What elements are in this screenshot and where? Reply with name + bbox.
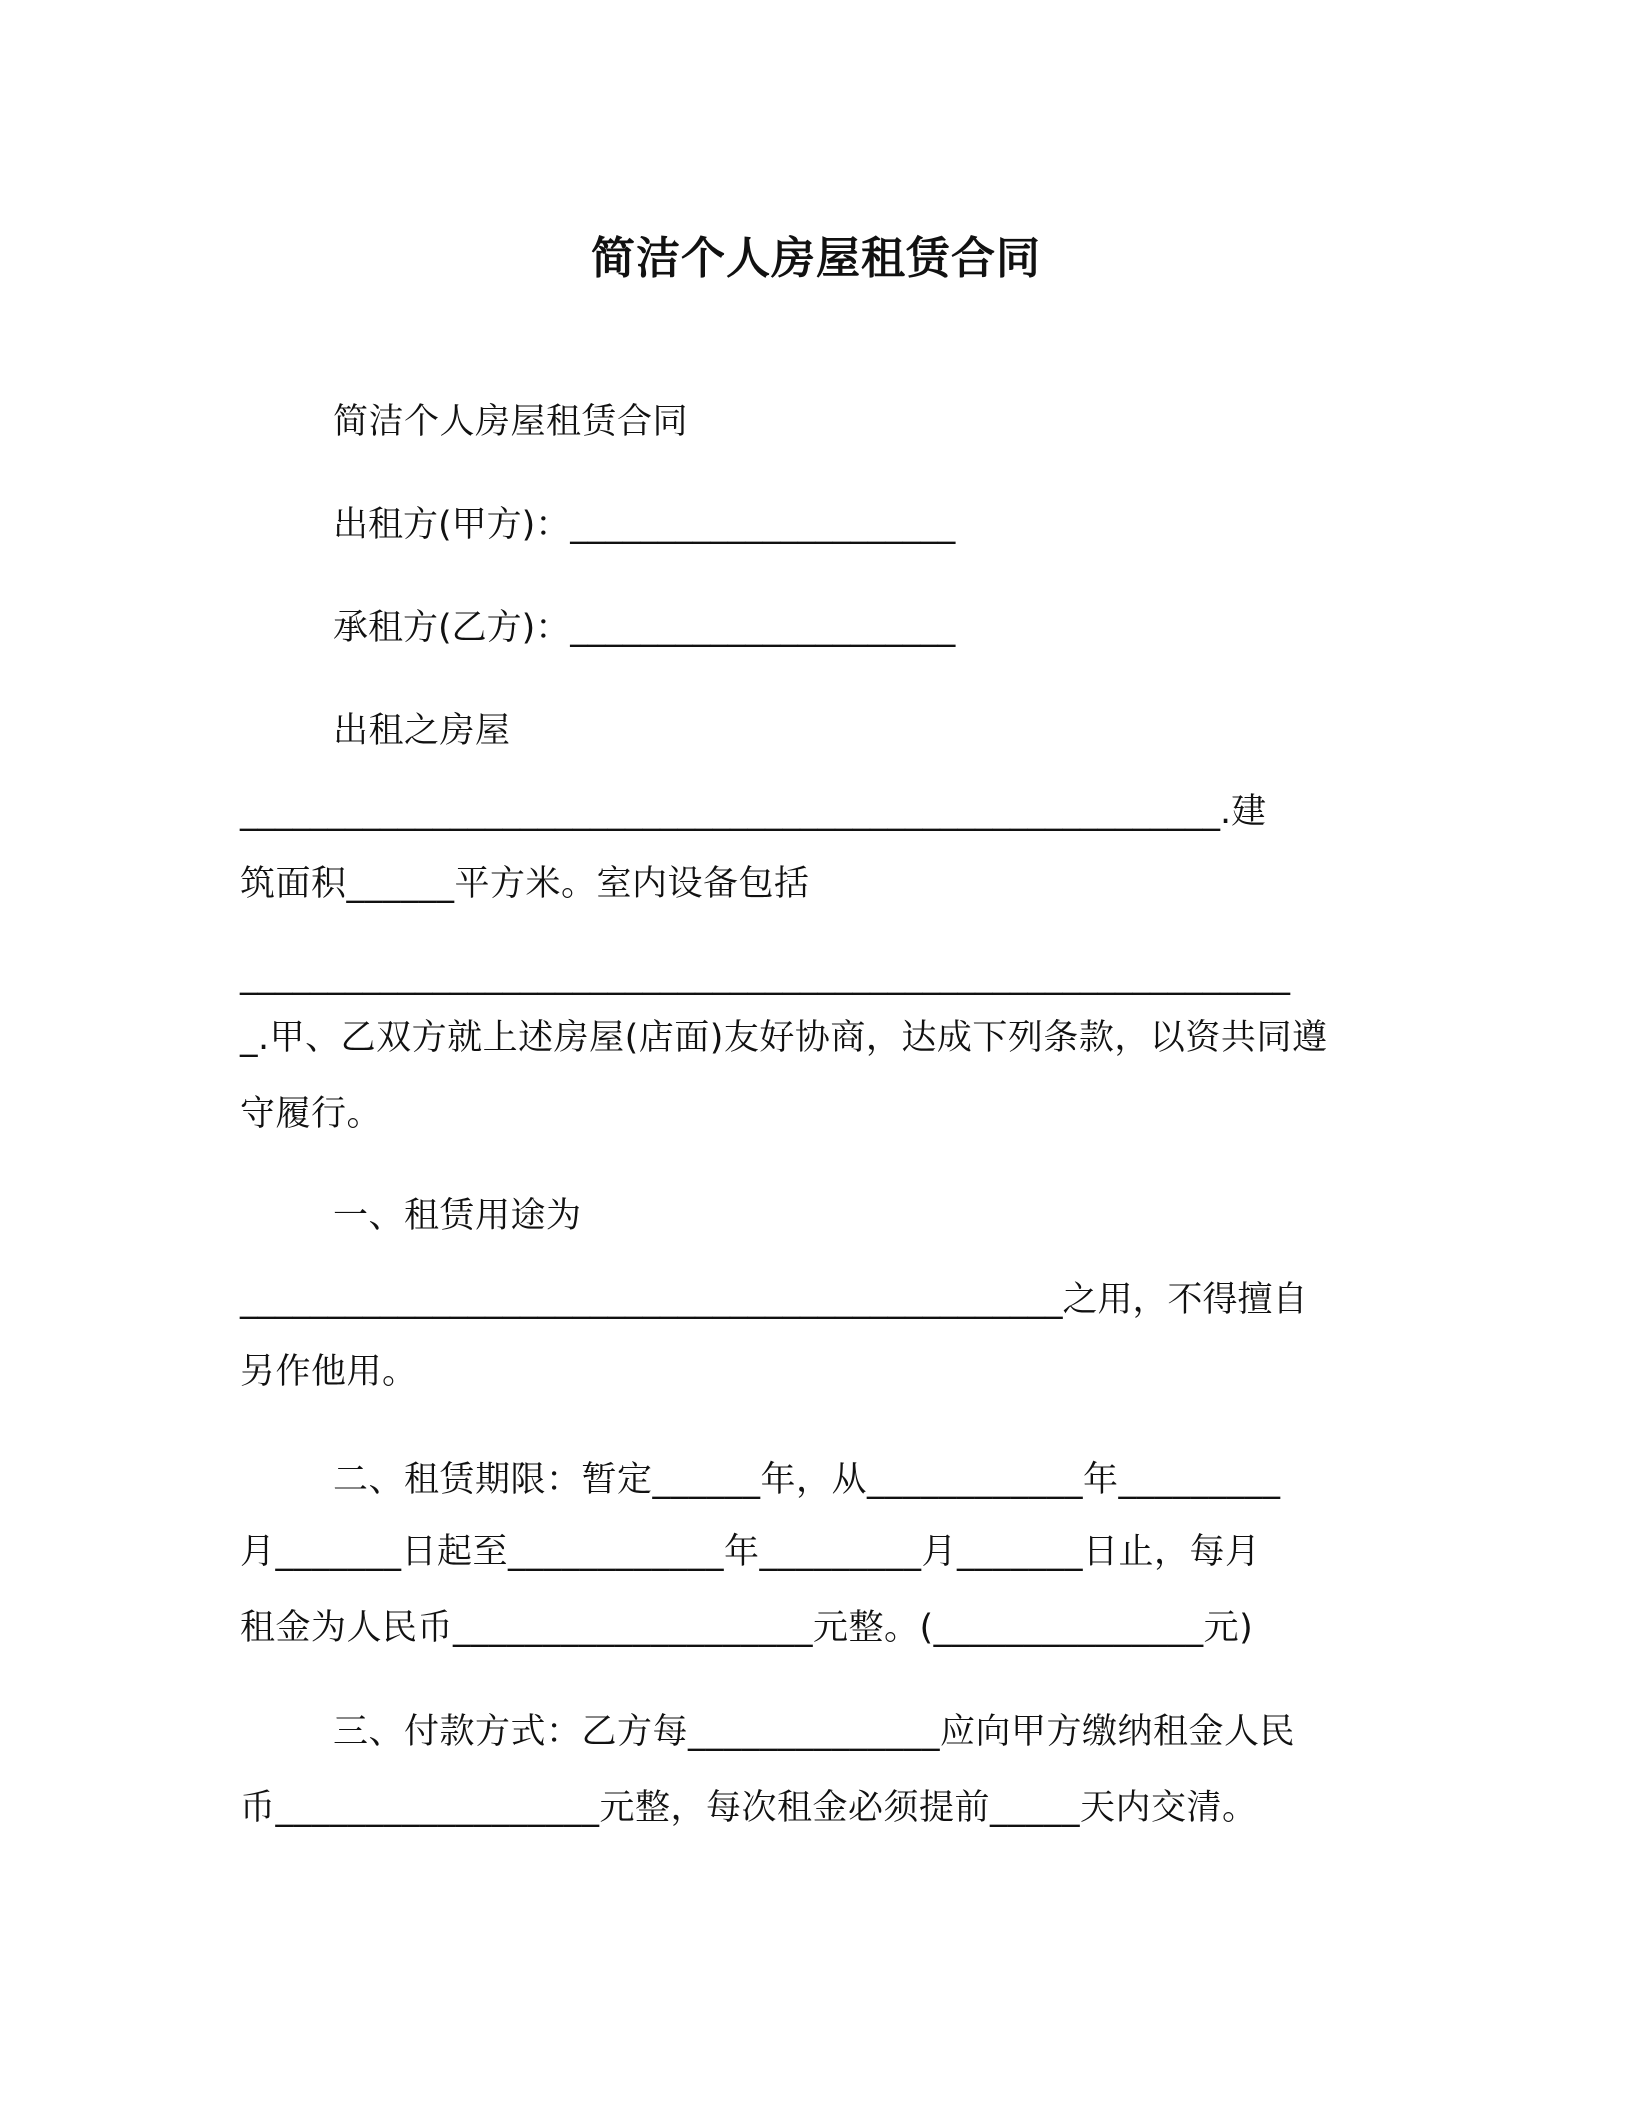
agreement-intro-end: 守履行。 bbox=[240, 1094, 383, 1134]
property-address-blank: ________________________________________________________.建 bbox=[240, 792, 1267, 832]
agreement-intro: _.甲、乙双方就上述房屋(店面)友好协商，达成下列条款，以资共同遵 bbox=[240, 1018, 1328, 1058]
lessee-field: 承租方(乙方)：______________________ bbox=[333, 608, 956, 648]
equipment-blank: ____________________________________________________________ bbox=[240, 956, 1290, 996]
contract-heading: 简洁个人房屋租赁合同 bbox=[333, 402, 689, 442]
clause-2-dates: 月_______日起至____________年_________月_______日止，每月 bbox=[240, 1532, 1261, 1572]
lessor-field: 出租方(甲方)：______________________ bbox=[333, 505, 956, 545]
clause-3-payment: 三、付款方式：乙方每______________应向甲方缴纳租金人民 bbox=[333, 1712, 1296, 1752]
clause-2-term: 二、租赁期限：暂定______年，从____________年_________ bbox=[333, 1460, 1281, 1500]
clause-1-end: 另作他用。 bbox=[240, 1352, 418, 1392]
clause-2-rent: 租金为人民币____________________元整。(_______________元) bbox=[240, 1608, 1254, 1648]
clause-1-heading: 一、租赁用途为 bbox=[333, 1196, 582, 1236]
document-title: 简洁个人房屋租赁合同 bbox=[591, 233, 1041, 284]
property-label: 出租之房屋 bbox=[333, 711, 511, 751]
building-area-line: 筑面积______平方米。室内设备包括 bbox=[240, 864, 810, 904]
clause-3-payment-end: 币__________________元整，每次租金必须提前_____天内交清。 bbox=[240, 1788, 1258, 1828]
clause-1-purpose: _______________________________________________之用，不得擅自 bbox=[240, 1280, 1308, 1320]
